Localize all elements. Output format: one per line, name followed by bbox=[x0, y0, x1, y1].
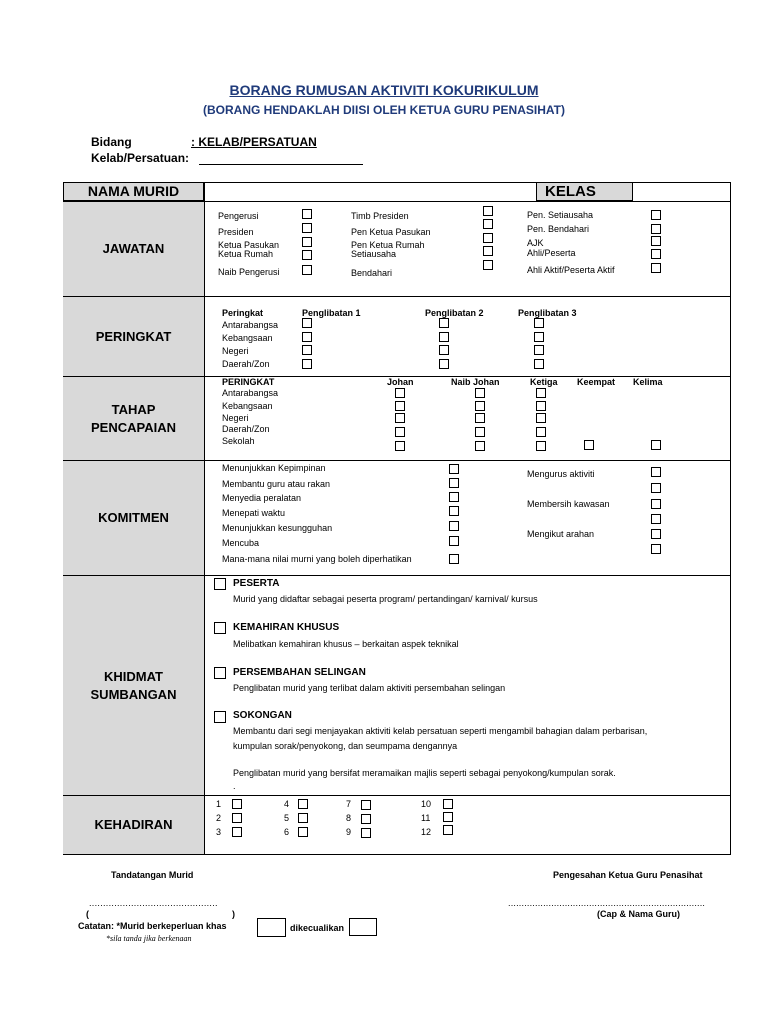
kehadiran-label: KEHADIRAN bbox=[63, 795, 204, 855]
row-divider bbox=[204, 575, 731, 576]
komitmen-checkbox[interactable] bbox=[449, 554, 459, 564]
session-number: 10 bbox=[421, 799, 432, 809]
kelas-label: KELAS bbox=[536, 182, 633, 201]
kemahiran-checkbox[interactable] bbox=[214, 622, 226, 634]
persembahan-title: PERSEMBAHAN SELINGAN bbox=[233, 667, 366, 678]
penglibatan-2-heading: Penglibatan 2 bbox=[425, 308, 484, 318]
johan-heading: Johan bbox=[387, 377, 414, 387]
bidang-value: : KELAB/PERSATUAN bbox=[191, 135, 317, 149]
level-label: Kebangsaan bbox=[222, 401, 273, 411]
level-label: Negeri bbox=[222, 413, 249, 423]
jawatan-option-label: Ketua Pasukan bbox=[218, 240, 280, 250]
kelima-heading: Kelima bbox=[633, 377, 663, 387]
session-number: 11 bbox=[421, 813, 431, 823]
peringkat-checkbox[interactable] bbox=[534, 318, 544, 328]
komitmen-item-label: Membersih kawasan bbox=[527, 499, 610, 509]
level-label: Daerah/Zon bbox=[222, 359, 270, 369]
bidang-label: Bidang bbox=[91, 135, 132, 149]
level-label: Antarabangsa bbox=[222, 388, 279, 398]
komitmen-checkbox[interactable] bbox=[651, 529, 661, 539]
komitmen-label: KOMITMEN bbox=[63, 460, 204, 575]
jawatan-label: JAWATAN bbox=[63, 201, 204, 296]
jawatan-checkbox[interactable] bbox=[483, 246, 493, 256]
jawatan-checkbox[interactable] bbox=[302, 223, 312, 233]
komitmen-item-label: Mengurus aktiviti bbox=[527, 469, 595, 479]
attendance-checkbox[interactable] bbox=[443, 812, 453, 822]
komitmen-item-label: Mana-mana nilai murni yang boleh diperhatikan bbox=[222, 554, 412, 564]
komitmen-checkbox[interactable] bbox=[651, 499, 661, 509]
peringkat-checkbox[interactable] bbox=[302, 359, 312, 369]
komitmen-checkbox[interactable] bbox=[449, 521, 459, 531]
jawatan-option-label: Bendahari bbox=[351, 268, 393, 278]
komitmen-checkbox[interactable] bbox=[449, 536, 459, 546]
form-subtitle: (BORANG HENDAKLAH DIISI OLEH KETUA GURU PENASIHAT) bbox=[203, 103, 565, 117]
kelab-input-line[interactable] bbox=[199, 164, 363, 165]
jawatan-option-label: AJK bbox=[527, 238, 544, 248]
jawatan-option-label: Ahli/Peserta bbox=[527, 248, 576, 258]
tahap-checkbox[interactable] bbox=[584, 440, 594, 450]
signature-line-left[interactable]: .............................................. bbox=[89, 898, 218, 908]
jawatan-option-label: Timb Presiden bbox=[351, 211, 409, 221]
jawatan-option-label: Pen Ketua Pasukan bbox=[351, 227, 431, 237]
tahap-checkbox[interactable] bbox=[475, 401, 485, 411]
jawatan-option-label: Pen. Bendahari bbox=[527, 224, 590, 234]
session-number: 1 bbox=[216, 799, 222, 809]
kelab-label: Kelab/Persatuan: bbox=[91, 151, 190, 165]
jawatan-checkbox[interactable] bbox=[651, 210, 661, 220]
tahap-pencapaian-label: TAHAP PENCAPAIAN bbox=[63, 376, 204, 460]
signature-line-right[interactable]: ......................................................................... bbox=[508, 898, 706, 908]
peringkat-checkbox[interactable] bbox=[534, 332, 544, 342]
komitmen-checkbox[interactable] bbox=[651, 467, 661, 477]
session-number: 6 bbox=[284, 827, 290, 837]
jawatan-checkbox[interactable] bbox=[302, 250, 312, 260]
session-number: 9 bbox=[346, 827, 352, 837]
peringkat-checkbox[interactable] bbox=[534, 345, 544, 355]
tahap-checkbox[interactable] bbox=[395, 388, 405, 398]
keempat-heading: Keempat bbox=[577, 377, 616, 387]
session-number: 12 bbox=[421, 827, 432, 837]
jawatan-checkbox[interactable] bbox=[302, 209, 312, 219]
tahap-checkbox[interactable] bbox=[651, 440, 661, 450]
kemahiran-desc: Melibatkan kemahiran khusus – berkaitan aspek teknikal bbox=[233, 639, 459, 649]
tahap-checkbox[interactable] bbox=[395, 413, 405, 423]
jawatan-option-label: Ketua Rumah bbox=[218, 249, 274, 259]
komitmen-item-label: Menunjukkan Kepimpinan bbox=[222, 463, 326, 473]
jawatan-checkbox[interactable] bbox=[651, 236, 661, 246]
jawatan-option-label: Pengerusi bbox=[218, 211, 259, 221]
tahap-checkbox[interactable] bbox=[395, 441, 405, 451]
peserta-checkbox[interactable] bbox=[214, 578, 226, 590]
sokongan-desc: Membantu dari segi menjayakan aktiviti kelab persatuan seperti mengambil bahagian dalam perbarisan, bbox=[233, 726, 648, 736]
jawatan-checkbox[interactable] bbox=[483, 219, 493, 229]
sokongan-checkbox[interactable] bbox=[214, 711, 226, 723]
dikecualikan-label: dikecualikan bbox=[290, 923, 345, 933]
tahap-checkbox[interactable] bbox=[475, 413, 485, 423]
penglibatan-1-heading: Penglibatan 1 bbox=[302, 308, 361, 318]
jawatan-option-label: Naib Pengerusi bbox=[218, 267, 280, 277]
session-number: 7 bbox=[346, 799, 352, 809]
peserta-desc: Murid yang didaftar sebagai peserta program/ pertandingan/ karnival/ kursus bbox=[233, 594, 538, 604]
attendance-checkbox[interactable] bbox=[361, 828, 371, 838]
catatan-label: Catatan: *Murid berkeperluan khas bbox=[78, 921, 227, 931]
attendance-checkbox[interactable] bbox=[298, 799, 308, 809]
jawatan-option-label: Presiden bbox=[218, 227, 254, 237]
tahap-checkbox[interactable] bbox=[536, 441, 546, 451]
kemahiran-title: KEMAHIRAN KHUSUS bbox=[233, 622, 340, 633]
tahap-heading: PERINGKAT bbox=[222, 377, 275, 387]
peringkat-checkbox[interactable] bbox=[439, 359, 449, 369]
khas-checkbox[interactable] bbox=[257, 918, 286, 937]
attendance-checkbox[interactable] bbox=[298, 827, 308, 837]
peringkat-checkbox[interactable] bbox=[439, 332, 449, 342]
attendance-checkbox[interactable] bbox=[361, 800, 371, 810]
penglibatan-3-heading: Penglibatan 3 bbox=[518, 308, 577, 318]
tanda-note: *sila tanda jika berkenaan bbox=[106, 934, 192, 943]
jawatan-option-label: Setiausaha bbox=[351, 249, 397, 259]
tahap-checkbox[interactable] bbox=[475, 441, 485, 451]
komitmen-checkbox[interactable] bbox=[449, 492, 459, 502]
jawatan-checkbox[interactable] bbox=[302, 237, 312, 247]
paren-close: ) bbox=[232, 909, 235, 919]
naib-johan-heading: Naib Johan bbox=[451, 377, 500, 387]
pengesahan-label: Pengesahan Ketua Guru Penasihat bbox=[553, 870, 703, 880]
peringkat-heading: Peringkat bbox=[222, 308, 264, 318]
tahap-checkbox[interactable] bbox=[536, 401, 546, 411]
komitmen-checkbox[interactable] bbox=[651, 483, 661, 493]
jawatan-checkbox[interactable] bbox=[483, 260, 493, 270]
peringkat-checkbox[interactable] bbox=[439, 318, 449, 328]
ketiga-heading: Ketiga bbox=[530, 377, 558, 387]
komitmen-item-label: Menepati waktu bbox=[222, 508, 286, 518]
tahap-checkbox[interactable] bbox=[536, 427, 546, 437]
sokongan-desc: kumpulan sorak/penyokong, dan seumpama dengannya bbox=[233, 741, 458, 751]
level-label: Sekolah bbox=[222, 436, 255, 446]
attendance-checkbox[interactable] bbox=[298, 813, 308, 823]
jawatan-option-label: Ahli Aktif/Peserta Aktif bbox=[527, 265, 615, 275]
nama-murid-field[interactable] bbox=[204, 182, 536, 201]
level-label: Kebangsaan bbox=[222, 333, 273, 343]
form-title: BORANG RUMUSAN AKTIVITI KOKURIKULUM bbox=[229, 82, 539, 98]
session-number: 4 bbox=[284, 799, 290, 809]
komitmen-checkbox[interactable] bbox=[449, 506, 459, 516]
khidmat-sumbangan-label: KHIDMAT SUMBANGAN bbox=[63, 575, 204, 795]
tandatangan-label: Tandatangan Murid bbox=[111, 870, 194, 880]
attendance-checkbox[interactable] bbox=[443, 799, 453, 809]
jawatan-option-label: Pen. Setiausaha bbox=[527, 210, 594, 220]
peringkat-checkbox[interactable] bbox=[534, 359, 544, 369]
komitmen-checkbox[interactable] bbox=[449, 478, 459, 488]
jawatan-checkbox[interactable] bbox=[302, 265, 312, 275]
peringkat-checkbox[interactable] bbox=[302, 318, 312, 328]
komitmen-item-label: Menunjukkan kesungguhan bbox=[222, 523, 333, 533]
jawatan-checkbox[interactable] bbox=[651, 263, 661, 273]
jawatan-checkbox[interactable] bbox=[483, 233, 493, 243]
komitmen-checkbox[interactable] bbox=[449, 464, 459, 474]
komitmen-checkbox[interactable] bbox=[651, 544, 661, 554]
row-divider bbox=[204, 296, 731, 297]
kelas-field[interactable] bbox=[633, 182, 731, 201]
level-label: Daerah/Zon bbox=[222, 424, 270, 434]
tahap-checkbox[interactable] bbox=[475, 427, 485, 437]
peringkat-checkbox[interactable] bbox=[302, 345, 312, 355]
nama-murid-label: NAMA MURID bbox=[63, 182, 204, 201]
sokongan-dot: . bbox=[233, 781, 236, 791]
komitmen-item-label: Mengikut arahan bbox=[527, 529, 595, 539]
jawatan-checkbox[interactable] bbox=[483, 206, 493, 216]
tahap-checkbox[interactable] bbox=[395, 401, 405, 411]
cap-nama-guru-label: (Cap & Nama Guru) bbox=[597, 909, 681, 919]
peserta-title: PESERTA bbox=[233, 578, 280, 589]
row-divider bbox=[204, 201, 731, 202]
jawatan-option-label: Pen Ketua Rumah bbox=[351, 240, 425, 250]
attendance-checkbox[interactable] bbox=[443, 825, 453, 835]
tahap-checkbox[interactable] bbox=[536, 388, 546, 398]
session-number: 3 bbox=[216, 827, 222, 837]
peringkat-label: PERINGKAT bbox=[63, 296, 204, 376]
jawatan-checkbox[interactable] bbox=[651, 249, 661, 259]
peringkat-checkbox[interactable] bbox=[302, 332, 312, 342]
attendance-checkbox[interactable] bbox=[232, 827, 242, 837]
row-divider bbox=[204, 795, 731, 796]
tahap-checkbox[interactable] bbox=[475, 388, 485, 398]
tahap-checkbox[interactable] bbox=[395, 427, 405, 437]
komitmen-checkbox[interactable] bbox=[651, 514, 661, 524]
komitmen-item-label: Menyedia peralatan bbox=[222, 493, 302, 503]
level-label: Negeri bbox=[222, 346, 249, 356]
attendance-checkbox[interactable] bbox=[232, 813, 242, 823]
level-label: Antarabangsa bbox=[222, 320, 279, 330]
session-number: 5 bbox=[284, 813, 290, 823]
komitmen-item-label: Mencuba bbox=[222, 538, 260, 548]
sokongan-desc: Penglibatan murid yang bersifat meramaikan majlis seperti sebagai penyokong/kumpulan sorak. bbox=[233, 768, 616, 778]
komitmen-item-label: Membantu guru atau rakan bbox=[222, 479, 331, 489]
attendance-checkbox[interactable] bbox=[361, 814, 371, 824]
row-divider bbox=[204, 460, 731, 461]
sokongan-title: SOKONGAN bbox=[233, 710, 292, 721]
attendance-checkbox[interactable] bbox=[232, 799, 242, 809]
persembahan-checkbox[interactable] bbox=[214, 667, 226, 679]
paren-open: ( bbox=[86, 909, 89, 919]
column-divider bbox=[204, 182, 205, 855]
tahap-checkbox[interactable] bbox=[536, 413, 546, 423]
dikecualikan-checkbox[interactable] bbox=[349, 918, 377, 936]
session-number: 2 bbox=[216, 813, 222, 823]
persembahan-desc: Penglibatan murid yang terlibat dalam aktiviti persembahan selingan bbox=[233, 683, 506, 693]
session-number: 8 bbox=[346, 813, 352, 823]
jawatan-checkbox[interactable] bbox=[651, 224, 661, 234]
peringkat-checkbox[interactable] bbox=[439, 345, 449, 355]
